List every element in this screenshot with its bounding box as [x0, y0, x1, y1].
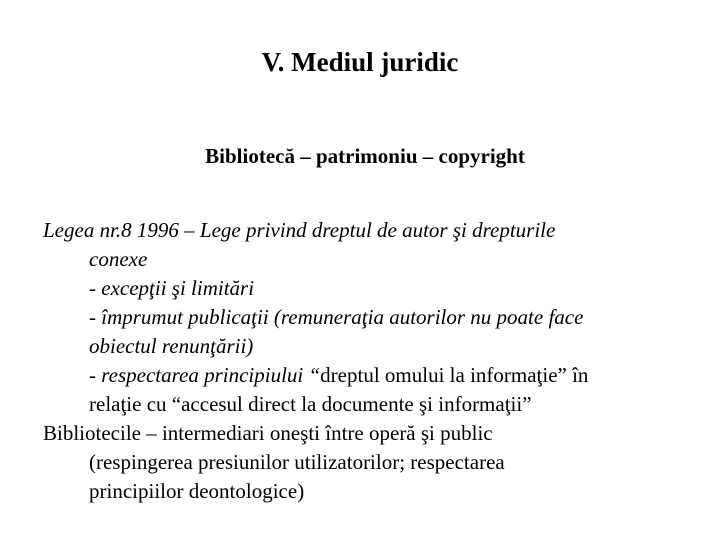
slide-title: V. Mediul juridic [261, 47, 459, 77]
law-line-1: Legea nr.8 1996 – Lege privind dreptul de autor şi drepturile [43, 218, 556, 242]
lending-line-2: obiectul renunţării) [89, 334, 254, 358]
exceptions-item: - excepţii şi limitări [89, 276, 255, 300]
law-line-2: conexe [89, 247, 148, 271]
principle-line-1-italic: - respectarea principiului “ [89, 363, 321, 387]
libraries-line-1: Bibliotecile – intermediari oneşti între operă şi public [43, 421, 493, 445]
libraries-line-2: (respingerea presiunilor utilizatorilor; respectarea [89, 450, 505, 474]
libraries-line-3: principiilor deontologice) [89, 479, 305, 503]
slide-body [43, 216, 703, 506]
slide-subtitle: Bibliotecă – patrimoniu – copyright [205, 144, 525, 168]
lending-line-1: - împrumut publicaţii (remuneraţia autorilor nu poate face [89, 305, 584, 329]
principle-line-1 [43, 361, 703, 390]
principle-line-2: relaţie cu “accesul direct la documente şi informaţii” [89, 392, 532, 416]
principle-line-1-normal: dreptul omului la informaţie” în [320, 363, 589, 387]
